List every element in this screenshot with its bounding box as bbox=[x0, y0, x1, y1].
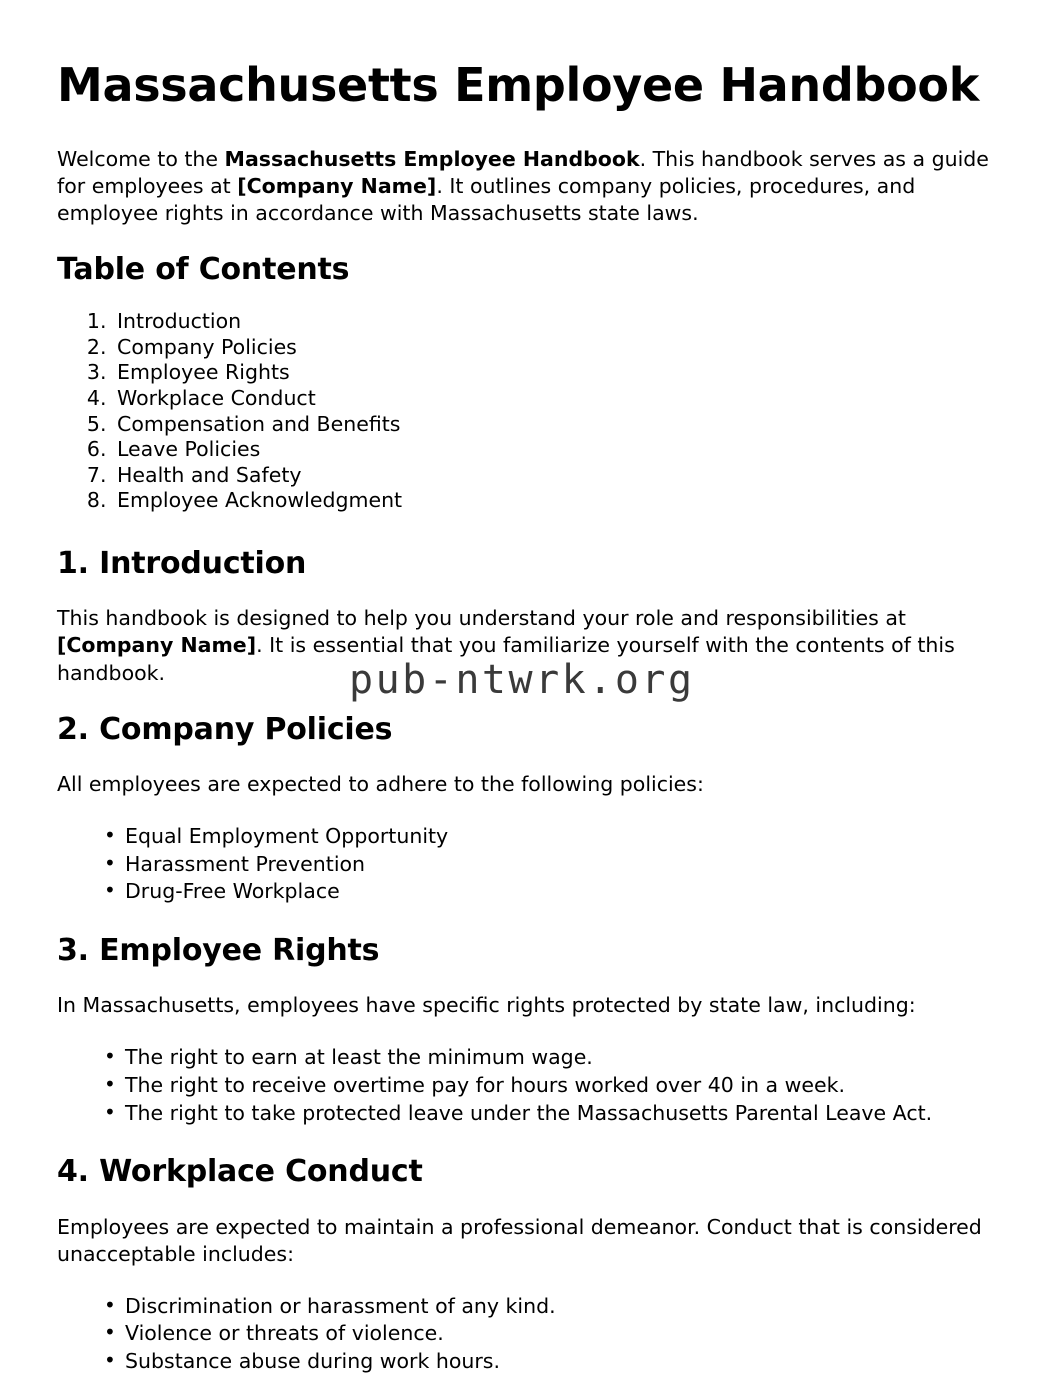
list-item: • Equal Employment Opportunity bbox=[104, 824, 997, 849]
table-of-contents-list bbox=[57, 309, 997, 513]
toc-item-employee-acknowledgment: 8. Employee Acknowledgment bbox=[113, 488, 997, 513]
toc-item-workplace-conduct: 4. Workplace Conduct bbox=[113, 386, 997, 411]
intro-text-part3: . It outlines company policies, procedures, and employee rights in accordance with Massachusetts state laws. bbox=[57, 173, 916, 225]
rights-list bbox=[57, 1045, 997, 1125]
toc-item-employee-rights: 3. Employee Rights bbox=[113, 360, 997, 385]
section-1-text-part1: This handbook is designed to help you understand your role and responsibilities at bbox=[57, 606, 906, 631]
section-heading-employee-rights: 3. Employee Rights bbox=[57, 932, 380, 968]
table-of-contents-heading: Table of Contents bbox=[57, 251, 350, 287]
section-intro-company-policies: All employees are expected to adhere to the following policies: bbox=[57, 772, 704, 797]
intro-text-part2: . This handbook serves as a guide for employees at bbox=[57, 146, 989, 198]
toc-item-compensation-and-benefits: 5. Compensation and Benefits bbox=[113, 412, 997, 437]
page-title: Massachusetts Employee Handbook bbox=[57, 58, 980, 112]
intro-paragraph bbox=[57, 146, 997, 227]
section-heading-introduction: 1. Introduction bbox=[57, 545, 307, 581]
section-intro-workplace-conduct: Employees are expected to maintain a professional demeanor. Conduct that is considered unacceptable includes: bbox=[57, 1214, 982, 1266]
toc-item-leave-policies: 6. Leave Policies bbox=[113, 437, 997, 462]
intro-text-part1: Welcome to the bbox=[57, 146, 225, 171]
intro-bold-company-name: [Company Name] bbox=[237, 173, 437, 198]
toc-item-health-and-safety: 7. Health and Safety bbox=[113, 463, 997, 488]
list-item: • Substance abuse during work hours. bbox=[104, 1349, 997, 1374]
intro-bold-handbook: Massachusetts Employee Handbook bbox=[224, 146, 640, 171]
section-1-bold-company-name: [Company Name] bbox=[57, 633, 257, 658]
conduct-list bbox=[57, 1294, 997, 1374]
section-intro-employee-rights: In Massachusetts, employees have specific rights protected by state law, including: bbox=[57, 993, 916, 1018]
policy-list bbox=[57, 824, 997, 904]
list-item: • Discrimination or harassment of any kind. bbox=[104, 1294, 997, 1319]
watermark-overlay: pub-ntwrk.org bbox=[349, 657, 695, 703]
section-heading-workplace-conduct: 4. Workplace Conduct bbox=[57, 1154, 423, 1190]
section-1-text-part2: . It is essential that you familiarize yourself with the contents of this handbook. bbox=[57, 633, 955, 685]
section-paragraph-introduction bbox=[57, 605, 997, 686]
list-item: • The right to earn at least the minimum wage. bbox=[104, 1045, 997, 1070]
section-heading-company-policies: 2. Company Policies bbox=[57, 711, 393, 747]
list-item: • The right to receive overtime pay for hours worked over 40 in a week. bbox=[104, 1073, 997, 1098]
list-item: • Drug-Free Workplace bbox=[104, 879, 997, 904]
toc-item-company-policies: 2. Company Policies bbox=[113, 335, 997, 360]
toc-item-introduction: 1. Introduction bbox=[113, 309, 997, 334]
list-item: • The right to take protected leave under the Massachusetts Parental Leave Act. bbox=[104, 1101, 997, 1126]
list-item: • Harassment Prevention bbox=[104, 852, 997, 877]
list-item: • Violence or threats of violence. bbox=[104, 1321, 997, 1346]
